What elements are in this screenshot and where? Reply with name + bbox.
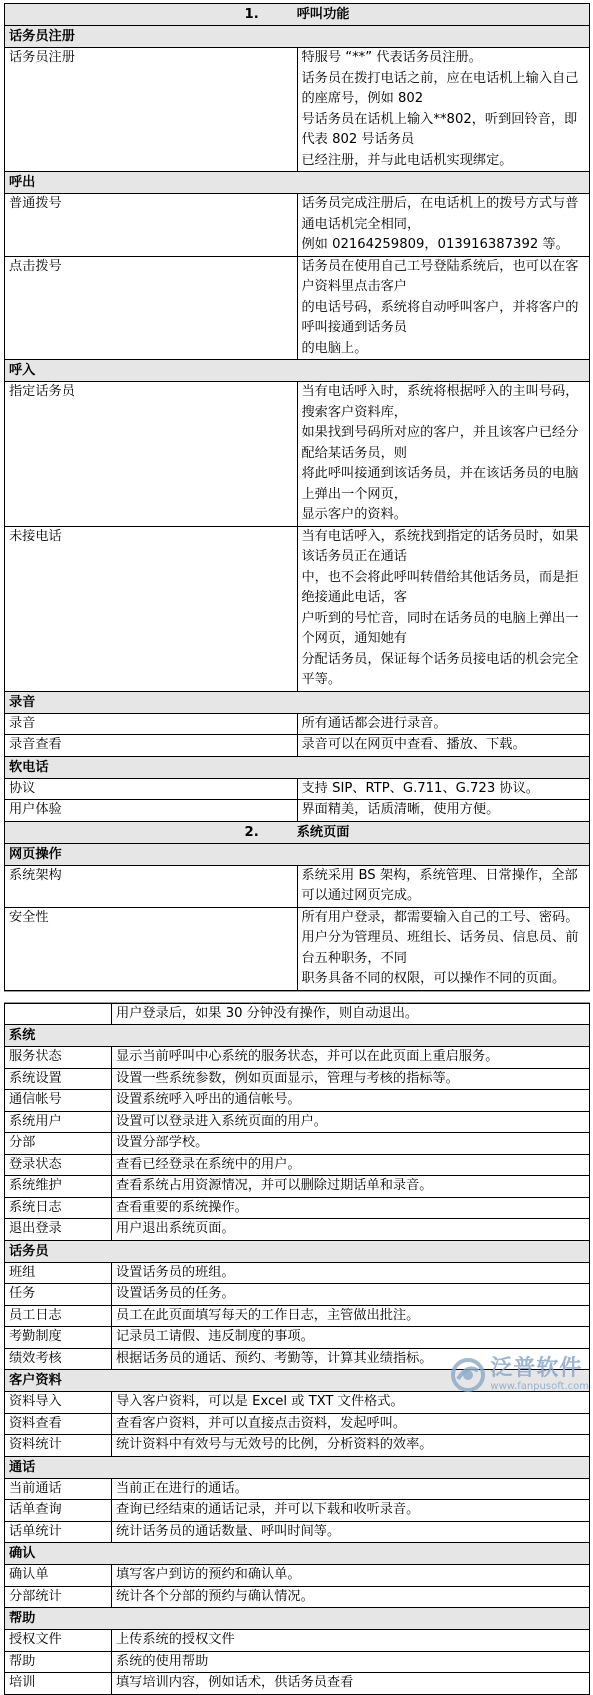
table-row bbox=[5, 1673, 590, 1695]
section-title bbox=[5, 821, 590, 843]
table-row bbox=[5, 907, 590, 990]
row-label: 确认单 bbox=[5, 1565, 112, 1587]
row-description bbox=[112, 1565, 590, 1587]
row-label: 授权文件 bbox=[5, 1630, 112, 1652]
row-label: 系统日志 bbox=[5, 1197, 112, 1219]
row-description bbox=[297, 194, 590, 257]
row-label: 录音 bbox=[5, 713, 298, 735]
description-line: 显示客户的资料。 bbox=[301, 507, 407, 522]
table-row bbox=[5, 526, 590, 691]
description-line: 记录员工请假、违反制度的事项。 bbox=[116, 1329, 314, 1344]
row-label: 指定话务员 bbox=[5, 382, 298, 527]
table-row bbox=[5, 1305, 590, 1327]
category-row bbox=[5, 1456, 590, 1478]
category-row bbox=[5, 172, 590, 194]
description-line: 用户退出系统页面。 bbox=[116, 1221, 235, 1236]
description-line: 所有通话都会进行录音。 bbox=[301, 715, 447, 731]
description-line: 用户登录后，如果 30 分钟没有操作，则自动退出。 bbox=[116, 1005, 419, 1021]
description-line: 查看客户资料，并可以直接点击资料，发起呼叫。 bbox=[116, 1415, 407, 1431]
row-description bbox=[297, 256, 590, 360]
row-label: 话单统计 bbox=[5, 1521, 112, 1543]
description-line: 系统的使用帮助 bbox=[116, 1653, 209, 1669]
table-row bbox=[5, 1154, 590, 1176]
row-description bbox=[112, 1197, 590, 1219]
row-description bbox=[112, 1630, 590, 1652]
document bbox=[4, 3, 590, 1695]
category-row bbox=[5, 691, 590, 713]
description-line: 当有电话呼入时，系统将根据呼入的主叫号码，搜索客户资料库， bbox=[301, 384, 579, 420]
table-row bbox=[5, 1090, 590, 1112]
row-label: 资料查看 bbox=[5, 1413, 112, 1435]
description-line: 根据话务员的通话、预约、考勤等，计算其业绩指标。 bbox=[116, 1350, 433, 1366]
table-row bbox=[5, 1197, 590, 1219]
category-title: 通话 bbox=[5, 1456, 590, 1478]
feature-table-page-2 bbox=[4, 1003, 590, 1695]
description-line: 已经注册，并与此电话机实现绑定。 bbox=[301, 152, 513, 168]
row-description bbox=[112, 1219, 590, 1241]
description-line: 统计话务员的通话数量、呼叫时间等。 bbox=[116, 1523, 341, 1539]
row-description bbox=[112, 1262, 590, 1284]
category-title: 网页操作 bbox=[5, 843, 590, 865]
table-row bbox=[5, 1630, 590, 1652]
row-label: 通信帐号 bbox=[5, 1090, 112, 1112]
row-label: 系统架构 bbox=[5, 865, 298, 907]
description-line: 的电话号码，系统将自动呼叫客户，并将客户的呼叫接通到话务员 bbox=[301, 299, 579, 335]
description-line: 统计资料中有效号与无效号的比例，分析资料的效率。 bbox=[116, 1437, 433, 1452]
row-label: 录音查看 bbox=[5, 735, 298, 757]
description-line: 设置话务员的任务。 bbox=[116, 1286, 235, 1301]
row-label: 未接电话 bbox=[5, 526, 298, 691]
table-row bbox=[5, 735, 590, 757]
row-description bbox=[112, 1090, 590, 1112]
table-row bbox=[5, 1435, 590, 1457]
description-line: 录音可以在网页中查看、播放、下载。 bbox=[301, 737, 526, 752]
row-label: 话务员注册 bbox=[5, 48, 298, 172]
description-line: 填写培训内容，例如话术，供话务员查看 bbox=[116, 1675, 354, 1690]
description-line: 系统采用 BS 架构，系统管理、日常操作，全部可以通过网页完成。 bbox=[301, 867, 578, 903]
section-header-row bbox=[5, 4, 590, 26]
description-line: 查看已经登录在系统中的用户。 bbox=[116, 1156, 301, 1172]
row-description bbox=[112, 1521, 590, 1543]
row-label: 协议 bbox=[5, 778, 298, 800]
row-label: 资料导入 bbox=[5, 1392, 112, 1414]
description-line: 设置话务员的班组。 bbox=[116, 1264, 235, 1280]
description-line: 中，也不会将此呼叫转借给其他话务员，而是拒绝接通此电话，客 bbox=[301, 569, 579, 605]
table-row bbox=[5, 865, 590, 907]
row-label: 登录状态 bbox=[5, 1154, 112, 1176]
description-line: 上传系统的授权文件 bbox=[116, 1632, 235, 1647]
row-label: 系统设置 bbox=[5, 1068, 112, 1090]
row-label: 绩效考核 bbox=[5, 1348, 112, 1370]
description-line: 话务员完成注册后，在电话机上的拨号方式与普通电话机完全相同， bbox=[301, 196, 579, 232]
category-title: 呼出 bbox=[5, 172, 590, 194]
description-line: 如果找到号码所对应的客户，并且该客户已经分配给某话务员，则 bbox=[301, 425, 579, 461]
description-line: 统计各个分部的预约与确认情况。 bbox=[116, 1588, 314, 1604]
row-description bbox=[112, 1327, 590, 1349]
section-number: 2. bbox=[244, 824, 259, 840]
row-description bbox=[112, 1500, 590, 1522]
table-row bbox=[5, 1262, 590, 1284]
table-row bbox=[5, 1219, 590, 1241]
row-label: 系统维护 bbox=[5, 1176, 112, 1198]
description-line: 设置一些系统参数，例如页面显示，管理与考核的指标等。 bbox=[116, 1070, 459, 1086]
category-title: 软电话 bbox=[5, 756, 590, 778]
row-label: 用户体验 bbox=[5, 800, 298, 822]
watermark-logo bbox=[439, 1353, 589, 1397]
row-description bbox=[297, 865, 590, 907]
watermark-name: 泛普软件 bbox=[490, 1356, 583, 1381]
table-row bbox=[5, 194, 590, 257]
description-line: 用户分为管理员、班组长、话务员、信息员、前台五种职务，不同 bbox=[301, 930, 579, 966]
description-line: 设置可以登录进入系统页面的用户。 bbox=[116, 1113, 327, 1129]
category-row bbox=[5, 1608, 590, 1630]
table-row bbox=[5, 1284, 590, 1306]
description-line: 话务员在拨打电话之前，应在电话机上输入自己的座席号，例如 802 bbox=[301, 70, 579, 106]
fanpu-logo-icon bbox=[450, 1357, 486, 1393]
page-break bbox=[4, 991, 590, 1003]
table-row bbox=[5, 1565, 590, 1587]
row-label: 退出登录 bbox=[5, 1219, 112, 1241]
row-label: 话单查询 bbox=[5, 1500, 112, 1522]
row-label bbox=[5, 1003, 112, 1025]
description-line: 话务员在使用自己工号登陆系统后，也可以在客户资料里点击客户 bbox=[301, 258, 579, 294]
row-description bbox=[112, 1154, 590, 1176]
section-number: 1. bbox=[244, 7, 259, 22]
row-label: 班组 bbox=[5, 1262, 112, 1284]
description-line: 界面精美，话质清晰，使用方便。 bbox=[301, 802, 500, 817]
row-description bbox=[297, 526, 590, 691]
table-row bbox=[5, 713, 590, 735]
table-row bbox=[5, 48, 590, 172]
section-heading: 呼叫功能 bbox=[296, 7, 350, 22]
description-line: 导入客户资料，可以是 Excel 或 TXT 文件格式。 bbox=[116, 1394, 404, 1409]
row-description bbox=[112, 1435, 590, 1457]
category-row bbox=[5, 1025, 590, 1047]
row-description bbox=[112, 1305, 590, 1327]
table-row bbox=[5, 1068, 590, 1090]
description-line: 职务具备不同的权限，可以操作不同的页面。 bbox=[301, 971, 566, 986]
description-line: 查询已经结束的通话记录，并可以下载和收听录音。 bbox=[116, 1502, 420, 1517]
description-line: 号话务员在话机上输入**802，听到回铃音，即代表 802 号话务员 bbox=[301, 111, 578, 147]
row-label: 普通拨号 bbox=[5, 194, 298, 257]
row-description bbox=[112, 1047, 590, 1069]
row-description bbox=[112, 1111, 590, 1133]
row-label: 考勤制度 bbox=[5, 1327, 112, 1349]
category-row bbox=[5, 843, 590, 865]
description-line: 分配话务员，保证每个话务员接电话的机会完全平等。 bbox=[301, 651, 579, 687]
category-row bbox=[5, 1543, 590, 1565]
description-line: 查看重要的系统操作。 bbox=[116, 1199, 248, 1215]
row-label: 分部 bbox=[5, 1133, 112, 1155]
description-line: 支持 SIP、RTP、G.711、G.723 协议。 bbox=[301, 780, 539, 796]
row-description bbox=[112, 1586, 590, 1608]
table-row bbox=[5, 1521, 590, 1543]
description-line: 将此呼叫接通到该话务员，并在该话务员的电脑上弹出一个网页， bbox=[301, 466, 579, 502]
description-line: 当前正在进行的通话。 bbox=[116, 1480, 248, 1496]
description-line: 设置分部学校。 bbox=[116, 1135, 209, 1150]
description-line: 当有电话呼入，系统找到指定的话务员时，如果该话务员正在通话 bbox=[301, 528, 579, 564]
description-line: 特服号 “**” 代表话务员注册。 bbox=[301, 50, 482, 65]
table-row bbox=[5, 1500, 590, 1522]
description-line: 户听到的号忙音，同时在话务员的电脑上弹出一个网页，通知她有 bbox=[301, 610, 579, 646]
row-description bbox=[297, 713, 590, 735]
description-line: 例如 02164259809，013916387392 等。 bbox=[301, 237, 569, 252]
table-row bbox=[5, 1327, 590, 1349]
row-description bbox=[297, 778, 590, 800]
category-row bbox=[5, 26, 590, 48]
table-row bbox=[5, 256, 590, 360]
category-row bbox=[5, 360, 590, 382]
table-row bbox=[5, 778, 590, 800]
row-description bbox=[112, 1413, 590, 1435]
row-label: 任务 bbox=[5, 1284, 112, 1306]
row-label: 安全性 bbox=[5, 907, 298, 990]
description-line: 填写客户到访的预约和确认单。 bbox=[116, 1567, 301, 1582]
row-description bbox=[297, 907, 590, 990]
row-description bbox=[297, 382, 590, 527]
table-row bbox=[5, 1478, 590, 1500]
section-heading: 系统页面 bbox=[296, 824, 350, 840]
table-row bbox=[5, 1003, 590, 1025]
category-title: 录音 bbox=[5, 691, 590, 713]
row-description bbox=[112, 1478, 590, 1500]
feature-table-page-1 bbox=[4, 3, 590, 991]
row-label: 培训 bbox=[5, 1673, 112, 1695]
section-title bbox=[5, 4, 590, 26]
row-description bbox=[112, 1003, 590, 1025]
category-title: 客户资料 bbox=[5, 1370, 590, 1392]
row-description bbox=[112, 1673, 590, 1695]
category-row bbox=[5, 1240, 590, 1262]
table-row bbox=[5, 1133, 590, 1155]
row-description bbox=[297, 735, 590, 757]
row-label: 点击拨号 bbox=[5, 256, 298, 360]
row-label: 系统用户 bbox=[5, 1111, 112, 1133]
watermark-url: www.fanpusoft.com bbox=[490, 1381, 589, 1392]
row-description bbox=[112, 1651, 590, 1673]
category-row bbox=[5, 756, 590, 778]
table-row bbox=[5, 1111, 590, 1133]
row-description bbox=[297, 800, 590, 822]
row-label: 当前通话 bbox=[5, 1478, 112, 1500]
description-line: 显示当前呼叫中心系统的服务状态，并可以在此页面上重启服务。 bbox=[116, 1049, 499, 1064]
row-label: 帮助 bbox=[5, 1651, 112, 1673]
row-description bbox=[112, 1176, 590, 1198]
row-description bbox=[112, 1133, 590, 1155]
description-line: 查看系统占用资源情况，并可以删除过期话单和录音。 bbox=[116, 1178, 433, 1193]
row-description bbox=[112, 1284, 590, 1306]
table-row bbox=[5, 1176, 590, 1198]
description-line: 设置系统呼入呼出的通信帐号。 bbox=[116, 1092, 301, 1107]
description-line: 的电脑上。 bbox=[301, 340, 368, 356]
row-description bbox=[297, 48, 590, 172]
category-title: 确认 bbox=[5, 1543, 590, 1565]
category-title: 系统 bbox=[5, 1025, 590, 1047]
table-row bbox=[5, 382, 590, 527]
row-label: 分部统计 bbox=[5, 1586, 112, 1608]
table-row bbox=[5, 1586, 590, 1608]
category-title: 话务员注册 bbox=[5, 26, 590, 48]
description-line: 员工在此页面填写每天的工作日志，主管做出批注。 bbox=[116, 1307, 420, 1323]
row-label: 资料统计 bbox=[5, 1435, 112, 1457]
table-row bbox=[5, 1413, 590, 1435]
row-label: 员工日志 bbox=[5, 1305, 112, 1327]
table-row bbox=[5, 1047, 590, 1069]
table-row bbox=[5, 1651, 590, 1673]
table-row bbox=[5, 800, 590, 822]
category-title: 帮助 bbox=[5, 1608, 590, 1630]
row-label: 服务状态 bbox=[5, 1047, 112, 1069]
description-line: 所有用户登录，都需要输入自己的工号、密码。 bbox=[301, 909, 579, 925]
row-description bbox=[112, 1068, 590, 1090]
category-title: 话务员 bbox=[5, 1240, 590, 1262]
section-header-row bbox=[5, 821, 590, 843]
category-title: 呼入 bbox=[5, 360, 590, 382]
